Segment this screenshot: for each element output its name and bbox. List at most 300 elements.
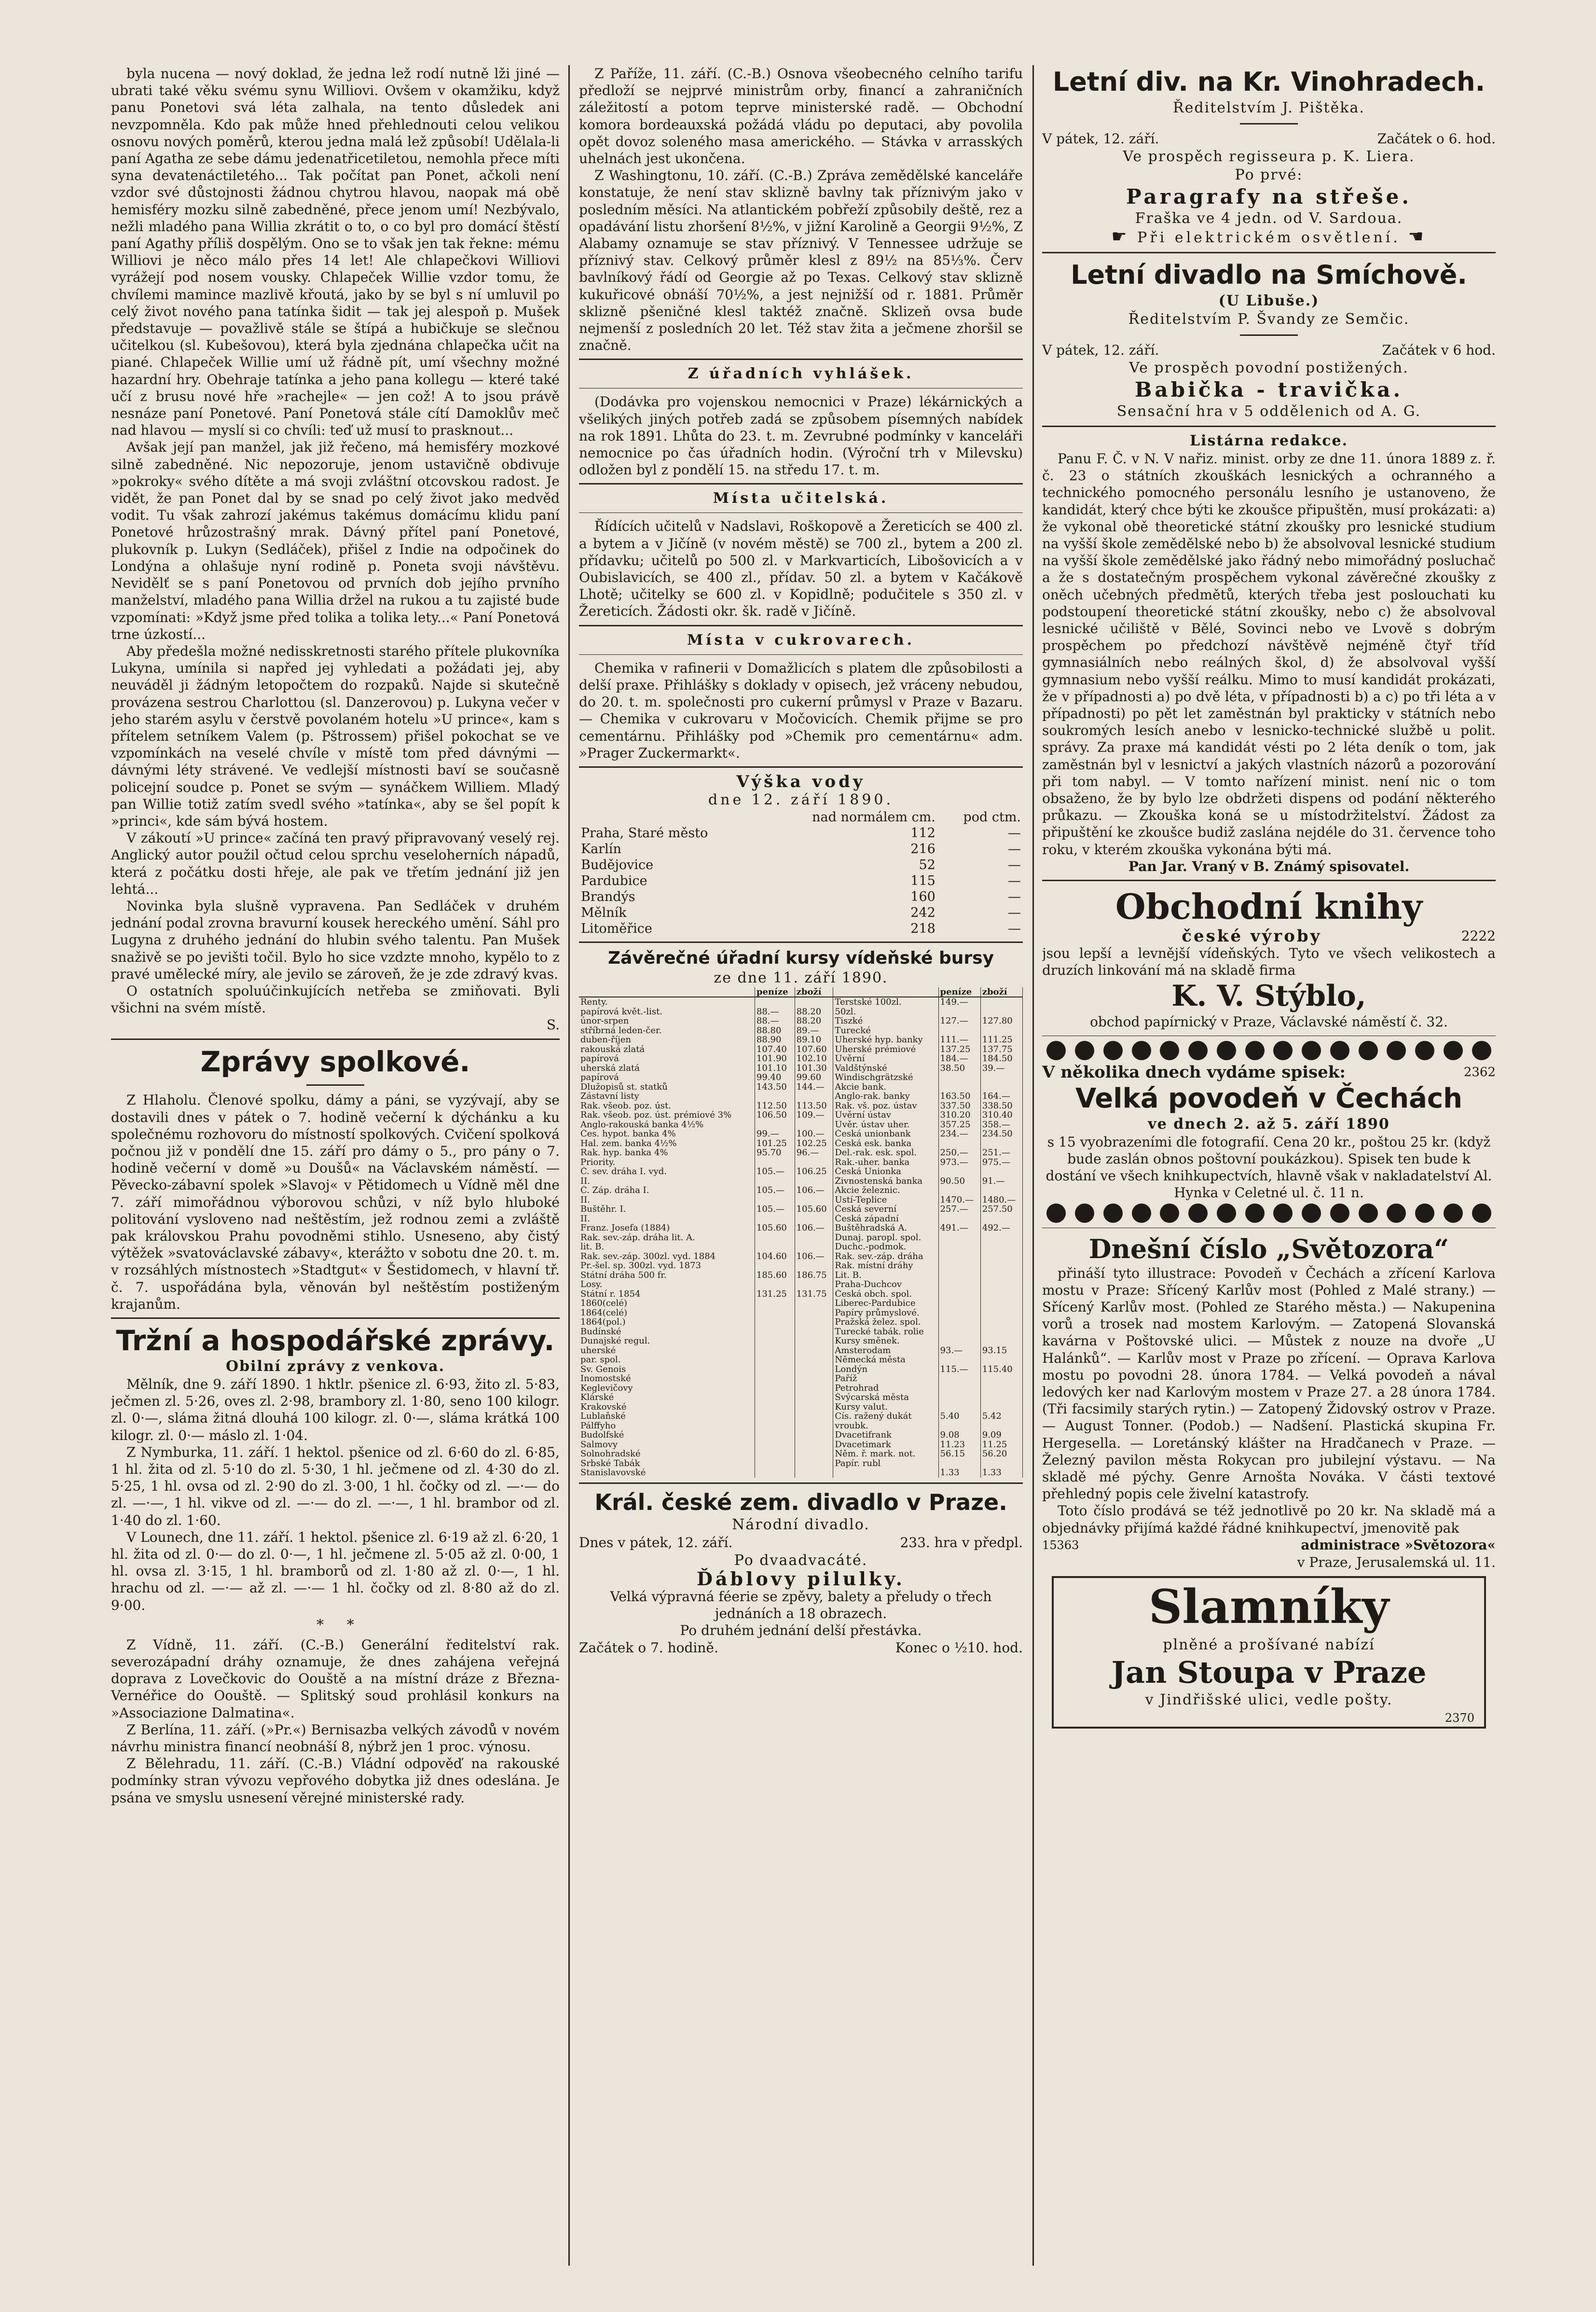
burse-cell [938, 1336, 980, 1346]
table-row [579, 1092, 1023, 1101]
burse-cell [795, 1195, 833, 1205]
theatre-play: Ďáblovy pilulky. [696, 1567, 906, 1590]
burse-cell [795, 1261, 833, 1271]
burse-cell [938, 1374, 980, 1384]
burse-cell: Salmovy [579, 1440, 755, 1450]
burse-cell: vroubk. [833, 1421, 938, 1431]
table-row [579, 1430, 1023, 1440]
burse-cell: Ústí-Teplice [833, 1195, 938, 1205]
burse-cell: 149.— [938, 997, 980, 1007]
burse-cell: Sv. Genois [579, 1365, 755, 1374]
burse-cell: Něm. ř. mark. not. [833, 1449, 938, 1459]
pointing-hand-icon: ☛ [1111, 227, 1130, 247]
table-row [579, 1016, 1023, 1026]
burse-cell: 38.50 [938, 1064, 980, 1073]
burse-cell: Česká unionbank [833, 1129, 938, 1139]
smichov-start: Začátek v 6 hod. [1382, 342, 1496, 358]
ad-border-rings [1042, 1204, 1496, 1223]
paragraph: O ostatních spoluúčinkujících netřeba se zmiňovati. Byli všichni na svém místě. [111, 983, 560, 1016]
smichov-theatre-title: Letní divadlo na Smíchově. [1071, 260, 1467, 290]
burse-cell [938, 1280, 980, 1289]
water-cell: — [1008, 905, 1021, 920]
table-row [579, 1035, 1023, 1045]
burse-cell: Státní r. 1854 [579, 1289, 755, 1299]
burse-cell: uherská zlatá [579, 1064, 755, 1073]
burse-cell: 1.33 [980, 1468, 1022, 1478]
ad-styblo-addr: obchod papírnický v Praze, Václavské náměstí č. 32. [1090, 1014, 1448, 1030]
table-row [579, 1365, 1023, 1374]
table-row [579, 1026, 1023, 1036]
burse-cell: 975.— [980, 1158, 1022, 1167]
paragraph: Mělník, dne 9. září 1890. 1 hktlr. pšenice zl. 6·93, žito zl. 5·83, ječmen zl. 5·26, oves zl. 2·98, brambory zl. 1·80, seno 100 kilogr. zl. 0·—, sláma žitná dlouhá 100 kilogr. zl. 0·—, sláma krátká 100 kilogr. zl. 0·— máslo zl. 1·04. [111, 1376, 560, 1443]
theatre-review [111, 65, 560, 1016]
water-cell: Pardubice [581, 873, 647, 888]
burse-cell [938, 1261, 980, 1271]
burse-cell: Rak. místní dráhy [833, 1261, 938, 1271]
burse-cell: 106.— [795, 1223, 833, 1233]
burse-cell: 101.10 [755, 1064, 795, 1073]
burse-cell: Cís. ražený dukát [833, 1412, 938, 1421]
table-row [579, 1120, 1023, 1130]
table-row [579, 1110, 1023, 1120]
theatre-date: Dnes v pátek, 12. září. [579, 1534, 733, 1551]
burse-cell: 93.— [938, 1346, 980, 1356]
burse-cell: duben-říjen [579, 1035, 755, 1045]
burse-cell [938, 1393, 980, 1402]
burse-cell [938, 1308, 980, 1318]
burse-cell [755, 1092, 795, 1101]
ad-slamniky-title: Slamníky [1148, 1579, 1390, 1634]
burse-cell: 251.— [980, 1148, 1022, 1158]
burse-cell [795, 1430, 833, 1440]
burse-cell: Lit. B. [833, 1271, 938, 1280]
column-rule [568, 65, 570, 2266]
burse-cell: 5.40 [938, 1412, 980, 1421]
burse-cell: Klárské [579, 1393, 755, 1402]
foreign-telegrams [579, 65, 1023, 354]
burse-cell: 186.75 [795, 1271, 833, 1280]
theatre-count: Po dvaadvacáté. [734, 1551, 868, 1569]
burse-cell [755, 1317, 795, 1327]
table-row [579, 1346, 1023, 1356]
burse-cell [833, 1468, 938, 1478]
water-level-title: Výška vody [736, 772, 866, 791]
table-row [579, 1317, 1023, 1327]
burse-cell [980, 1355, 1022, 1365]
water-cell: 242 [910, 905, 936, 920]
listarna-sig: Pan Jar. Vraný v B. Známý spisovatel. [1128, 858, 1410, 874]
burse-cell: 102.10 [795, 1054, 833, 1064]
burse-cell [795, 1355, 833, 1365]
burse-cell: Rak. sev.-záp. dráha [833, 1252, 938, 1261]
review-signature: S. [546, 1017, 560, 1033]
burse-cell [980, 1073, 1022, 1082]
ad-obchodni-text: jsou lepší a levnější vídeňských. Tyto ve všech velikostech a druzích linkování má na skladě firma [1042, 945, 1496, 979]
burse-cell: 143.50 [755, 1082, 795, 1092]
burse-cell: 105.— [755, 1186, 795, 1195]
burse-cell: Franz. Josefa (1884) [579, 1223, 755, 1233]
table-row [579, 857, 1023, 873]
burse-cell [980, 1289, 1022, 1299]
ad-svetozor-text: přináší tyto illustrace: Povodeň v Čechách a zřícení Karlova mostu v Praze: Sřícený Karlův most (Pohled z Malé strany.) — Sřícený Karlův most. (Pohled ze Starého města.) — Nakupenina vorů a trosek nad mostem Karlovým. — Zatopená Slovanská kavárna v Poštovské ulici. — Můstek z nouze na dvoře „U Halánků“. — Karlův most v Praze po zřícení. — Oprava Karlova mostu po povodni 28. února 1784. — Velká povodeň a nával ledových ker nad Karlovým mostem v Praze 27. a 28 února 1784. (Tři facsimily starých rytin.) — Zatopený Židovský ostrov v Praze. — August Tonner. (Podob.) — Nadšení. Plastická skupina Fr. Hergesella. — Loretánský klášter na Hradčanech v Praze. — Železný pavilon města Rokycan pro jubilejní výstavu. — Na skladě mé pýchy. Genre Arnošta Nováka. V části textové přehledný popis cele živelní katastrofy. [1042, 1265, 1496, 1502]
column-rule [1032, 65, 1034, 2266]
burse-cell: Úvěrní [833, 1054, 938, 1064]
sugar-factory-positions: Chemika v rafinerii v Domažlicích s platem dle způsobilosti a delší praxe. Přihlášky s doklady v opisech, jež vráceny nebudou, do 20. t. m. společnosti pro cukerní průmysl v Praze v Bazaru. — Chemika v cukrovaru v Močovicích. Chemik přijme se pro cementárnu. Přihlášky pod »Chemik pro cementárnu« adm. »Prager Zuckermarkt«. [579, 660, 1023, 761]
burse-cell: Hal. zem. banka 4½% [579, 1139, 755, 1149]
burse-cell [795, 1449, 833, 1459]
burse-cell [795, 1384, 833, 1393]
smichov-benefit: Ve prospěch povodní postižených. [1129, 360, 1409, 376]
burse-cell: Rak. sev.-záp. dráha lit. A. [579, 1233, 755, 1243]
burse-cell [795, 1402, 833, 1412]
table-row [579, 1355, 1023, 1365]
ad-svetozor-price: Toto číslo prodává se též jednotlivě po 20 kr. Na skladě má a objednávky přijímá každé řádné knihkupectví, jmenovitě pak [1042, 1503, 1496, 1536]
ad-slamniky-text: plněné a prošívané nabízí [1163, 1636, 1375, 1653]
burse-cell: Praha-Duchcov [833, 1280, 938, 1289]
burse-cell [980, 1242, 1022, 1252]
burse-cell: 39.— [980, 1064, 1022, 1073]
burse-cell [755, 1158, 795, 1167]
burse-cell [795, 1412, 833, 1421]
paragraph: Z Nymburka, 11. září. 1 hektol. pšenice od zl. 6·60 do zl. 6·85, 1 hl. žita od zl. 5·10 do zl. 5·30, 1 hl. ječmene od zl. 4·30 do zl. 5·25, 1 hl. ovsa od zl. 2·90 do zl. 3·00, 1 hl. čočky od zl. —·— do zl. —·—, 1 hl. vikve od zl. —·— do zl. —·—, 1 hl. brambor od zl. 1·40 do zl. 1·60. [111, 1444, 560, 1528]
water-cell: Praha, Staré město [581, 825, 708, 841]
burse-cell: 107.40 [755, 1045, 795, 1054]
burse-cell: Budínské [579, 1327, 755, 1337]
burse-cell: 106.— [795, 1186, 833, 1195]
burse-cell [755, 1346, 795, 1356]
ad-obchodni-num: 2222 [1461, 928, 1496, 944]
burse-cell: II. [579, 1195, 755, 1205]
burse-cell: Buštěhr. I. [579, 1204, 755, 1214]
burse-cell: 106.25 [795, 1167, 833, 1177]
burse-cell [938, 1167, 980, 1177]
burse-cell [755, 1195, 795, 1205]
burse-cell: Akcie bank. [833, 1082, 938, 1092]
paragraph: Avšak její pan manžel, jak již řečeno, má hemisféry mozkové silně zabedněné. Nic nepozoruje, jenom ustavičně obdivuje »pokroky« svého dítěte a má svoji zvláštní otcovskou radost. Je vidět, že pan Ponet dal by se snad po celý život jako medvěd vodit. Tu však zahrozí jakémus takémus domácímu klidu paní Ponetové hrůzostrašný mrak. Dávný přítel paní Ponetové, plukovník p. Lukyn (Sedláček), přišel z Indie na odpočinek do Londýna a ohlašuje nyní rodině p. Poneta svoji návštěvu. Nevidělť se s paní Ponetovou od prvních dob jejího prvního manželství, mladého pana Willia držel na rukou a tu zajisté bude vzpomínati: »Když jsme před tolika a tolika lety...« Paní Ponetová trne úzkostí... [111, 439, 560, 642]
table-row [579, 1440, 1023, 1450]
burse-cell [938, 1233, 980, 1243]
ad-svetozor-num: 15363 [1042, 1538, 1079, 1552]
burse-cell: 1.33 [938, 1468, 980, 1478]
burse-cell: Paříž [833, 1374, 938, 1384]
burse-cell: Londýn [833, 1365, 938, 1374]
burse-cell: 106.50 [755, 1110, 795, 1120]
table-row [579, 905, 1023, 921]
burse-cell: 101.30 [795, 1064, 833, 1073]
theatre-perf: 233. hra v předpl. [900, 1534, 1023, 1551]
burse-cell: Česká severní [833, 1204, 938, 1214]
burse-cell: Česká obch. spol. [833, 1289, 938, 1299]
burse-cell: 131.25 [755, 1289, 795, 1299]
burse-cell: Švýcarská města [833, 1393, 938, 1402]
table-row [579, 1308, 1023, 1318]
burse-cell [755, 1365, 795, 1374]
burse-cell: 88.— [755, 1007, 795, 1017]
burse-cell: Č. Záp. dráha I. [579, 1186, 755, 1195]
burse-cell: 90.50 [938, 1177, 980, 1186]
burse-cell [980, 1421, 1022, 1431]
burse-cell [980, 1317, 1022, 1327]
water-head-cell [579, 809, 761, 825]
burse-cell: 56.20 [980, 1449, 1022, 1459]
burse-cell: 127.— [938, 1016, 980, 1026]
burse-cell: Petrohrad [833, 1384, 938, 1393]
burse-cell [755, 1308, 795, 1318]
pointing-hand-icon: ☚ [1408, 227, 1427, 247]
club-news [111, 1092, 560, 1313]
burse-cell: Duchc.-podmok. [833, 1242, 938, 1252]
smichov-director: Ředitelstvím P. Švandy ze Semčic. [1128, 311, 1410, 328]
burse-cell [938, 1186, 980, 1195]
table-row [579, 997, 1023, 1007]
burse-cell [938, 1327, 980, 1337]
table-row [579, 873, 1023, 889]
table-row [579, 1299, 1023, 1308]
paragraph: Z Berlína, 11. září. (»Pr.«) Bernisazba velkých závodů v novém návrhu ministra financí neobnáší 8, nýbrž jen 1 proc. výnosu. [111, 1721, 560, 1755]
burse-cell: Rak. sev.-záp. 300zl. vyd. 1884 [579, 1252, 755, 1261]
water-cell: — [1008, 889, 1021, 904]
table-row [579, 1148, 1023, 1158]
table-row [579, 1186, 1023, 1195]
burse-cell: 111.25 [980, 1035, 1022, 1045]
burse-cell [980, 1252, 1022, 1261]
burse-cell: 88.80 [755, 1026, 795, 1036]
water-cell: — [1008, 873, 1021, 888]
table-row [579, 841, 1023, 857]
burse-cell [755, 1402, 795, 1412]
table-row [579, 1412, 1023, 1421]
burse-cell [755, 1384, 795, 1393]
divider [579, 483, 1023, 485]
burse-cell [755, 1242, 795, 1252]
burse-cell [795, 1374, 833, 1384]
burse-cell: Dvacetifrank [833, 1430, 938, 1440]
theatre-desc: Velká výpravná féerie se zpěvy, balety a přeludy o třech jednáních a 18 obrazech. [610, 1588, 992, 1622]
teacher-positions: Řídících učitelů v Nadslavi, Roškopově a Žereticích se 400 zl. a bytem a v Jičíně (v novém městě) se 700 zl., bytem a 200 zl. přídavku; učitelů po 500 zl. v Markvarticích, Libošovicích a v Oubislavicích, se 400 zl., přídav. 50 zl. a bytem v Kačákově Lhotě; učitelky se 600 zl. v Kopidlně; podučitele s 350 zl. v Žereticích. Žádosti okr. šk. radě v Jičíně. [579, 518, 1023, 620]
listarna-text: Panu F. Č. v N. V nařiz. minist. orby ze dne 11. února 1889 z. ř. č. 23 o státních zkouškách lesnických a ochranného a technického pomocného personálu lesního je ustanoveno, že kandidát, který chce býti ke zkoušce připuštěn, musí prokázati: a) že vykonal obě theoretické státní zkoušky pro lesnické studium na vyšší škole zemědělské nebo b) že absolvoval lesnické studium na vyšší škole zemědělské jako řádný nebo mimořádný posluchač a že s dostatečným prospěchem vykonal závěrečné zkoušky z oněch učebných předmětů, kterých třeba jest poslouchati ku podstoupení theoretické státní zkoušky, nebo c) že absolvoval lesnické učiliště v Bělé, Sovinci nebo ve Lvově s dobrým prospěchem po předchozí návštěvě nejméně čtyř tříd gymnasiálních nebo reálných škol, d) že absolvoval vyšší gymnasium nebo vyšší reálku. Mimo to musí kandidát prokázati, že v případnosti a) po dvě léta, v případnosti b) a c) po tři léta a v případnosti) po pět let zaměstnán byl prakticky v státních nebo soukromých lesích anebo v lesnicko-technické službě u polit. správy. Za praxe má kandidát vésti po 2 léta deník o tom, jak zaměstnán byl v lesnictví a jakých vlastních názorů a pozorování při tom nabyl. — V tomto nařízení minist. není nic o tom obsaženo, že by bylo lze obdržeti dispens od podání některého průkazu. — Zkouška koná se u místodržitelství. Žádost za připuštění ke zkoušce budiž zaslána nejdéle do 31. července toho roku, v kterém zkouška vykonána býti má. [1042, 451, 1496, 858]
burse-cell: Rak. hyp. banka 4% [579, 1148, 755, 1158]
burse-cell: Čes. hypot. banka 4% [579, 1129, 755, 1139]
burse-cell: Pr.-šel. sp. 300zl. vyd. 1873 [579, 1261, 755, 1271]
burse-cell: 105.60 [795, 1204, 833, 1214]
theatre-title: Král. české zem. divadlo v Praze. [594, 1489, 1007, 1515]
divider [111, 1317, 560, 1319]
section-title-trzni: Tržní a hospodářské zprávy. [116, 1324, 555, 1357]
burse-cell [795, 1346, 833, 1356]
burse-cell: Zástavní listy [579, 1092, 755, 1101]
vinohrady-play: Paragrafy na střeše. [1126, 185, 1412, 208]
burse-cell [938, 1317, 980, 1327]
burse-cell [938, 1242, 980, 1252]
water-cell: — [1008, 841, 1021, 857]
burse-cell [938, 1355, 980, 1365]
burse-cell: Del.-rak. esk. spol. [833, 1148, 938, 1158]
burse-cell [755, 1177, 795, 1186]
burse-cell [980, 1299, 1022, 1308]
burse-cell: rakouská zlatá [579, 1045, 755, 1054]
burse-cell: Kursy valut. [833, 1402, 938, 1412]
burse-cell: 357.25 [938, 1120, 980, 1130]
paragraph: V Lounech, dne 11. září. 1 hektol. pšenice zl. 6·19 až zl. 6·20, 1 hl. žita od zl. 0·— do zl. 0·—, 1 hl. ječmene zl. 5·05 až zl. 0·00, 1 hl. ovsa zl. 3·15, 1 hl. bramborů od zl. 1·80 až zl. 0·—, 1 hl. hrachu od zl. —·— až zl. —·— 1 hl. čočky od zl. 8·80 až do zl. 9·00. [111, 1529, 560, 1613]
table-row [579, 1223, 1023, 1233]
table-row [579, 1449, 1023, 1459]
ad-spisek-text: s 15 vyobrazeními dle fotografií. Cena 20 kr., poštou 25 kr. (když bude zaslán obnos poštovní poukázkou). Spisek ten bude k dostání ve všech knihkupectvích, hlavně však v nakladatelství Al. Hynka v Celetné ul. č. 11 n. [1046, 1134, 1492, 1201]
burse-cell: Česká Unionka [833, 1167, 938, 1177]
burse-cell [795, 1092, 833, 1101]
burse-cell: Buštěhradská A. [833, 1223, 938, 1233]
subsection-obilni: Obilní zprávy z venkova. [225, 1358, 445, 1375]
column-3 [1042, 65, 1496, 2285]
burse-cell: 492.— [980, 1223, 1022, 1233]
water-cell: 160 [910, 889, 936, 904]
burse-cell: Rak. všeob. poz. úst. [579, 1101, 755, 1111]
burse-cell [755, 1299, 795, 1308]
table-row [579, 1054, 1023, 1064]
burse-cell: 163.50 [938, 1092, 980, 1101]
burse-cell [938, 1384, 980, 1393]
burse-cell: papírová květ.-list. [579, 1007, 755, 1017]
burse-cell: 88.— [755, 1016, 795, 1026]
burse-cell [755, 1374, 795, 1384]
burse-cell [980, 1007, 1022, 1017]
table-row [579, 1045, 1023, 1054]
theatre-note: Po druhém jednání delší přestávka. [680, 1622, 922, 1639]
burse-cell [755, 1440, 795, 1450]
burse-cell: Tiszké [833, 1016, 938, 1026]
burse-cell [795, 1177, 833, 1186]
burse-cell: Dvacetimark [833, 1440, 938, 1450]
burse-cell [938, 1026, 980, 1036]
burse-cell [755, 1261, 795, 1271]
table-row [579, 825, 1023, 841]
ad-spisek-intro: V několika dnech vydáme spisek: [1042, 1062, 1346, 1082]
water-cell: 218 [910, 921, 936, 936]
burse-cell [980, 1374, 1022, 1384]
burse-cell: Anglo-rakouská banka 4½% [579, 1120, 755, 1130]
burse-cell: 184.50 [980, 1054, 1022, 1064]
table-row [579, 1064, 1023, 1073]
burse-cell: 338.50 [980, 1101, 1022, 1111]
burse-cell: 115.— [938, 1365, 980, 1374]
burse-cell [755, 1327, 795, 1337]
burse-cell: Anglo-rak. banky [833, 1092, 938, 1101]
table-row [579, 1393, 1023, 1402]
column-2 [579, 65, 1023, 2285]
burse-cell [795, 997, 833, 1007]
burse-cell [795, 1242, 833, 1252]
burse-cell: 107.60 [795, 1045, 833, 1054]
burse-cell: Česká západní [833, 1214, 938, 1224]
burse-cell: 9.09 [980, 1430, 1022, 1440]
burse-head-cell: zboží [980, 987, 1022, 997]
burse-cell: Dunaj. paropl. spol. [833, 1233, 938, 1243]
burse-cell: uherské [579, 1346, 755, 1356]
burse-cell: 164.— [980, 1092, 1022, 1101]
ad-slamniky-box [1052, 1576, 1486, 1729]
burse-cell: 137.25 [938, 1045, 980, 1054]
burse-cell [938, 1421, 980, 1431]
burse-cell [980, 1139, 1022, 1149]
burse-cell: 250.— [938, 1148, 980, 1158]
divider [579, 766, 1023, 768]
burse-cell: Inomostské [579, 1374, 755, 1384]
burse-cell [938, 1073, 980, 1082]
burse-cell [795, 1336, 833, 1346]
burse-cell: Lublaňské [579, 1412, 755, 1421]
burse-cell: Rak. vš. poz. ústav [833, 1101, 938, 1111]
burse-cell [980, 1082, 1022, 1092]
section-title-cukrovar: Místa v cukrovarech. [687, 631, 915, 649]
table-row [579, 1195, 1023, 1205]
burse-cell: 144.— [795, 1082, 833, 1092]
burse-cell: 56.15 [938, 1449, 980, 1459]
burse-cell: 491.— [938, 1223, 980, 1233]
table-row [579, 1242, 1023, 1252]
table-row [579, 1261, 1023, 1271]
ad-svetozor-title: Dnešní číslo „Světozora“ [1088, 1233, 1449, 1264]
burse-cell [980, 1327, 1022, 1337]
burse-cell: 11.25 [980, 1440, 1022, 1450]
burse-cell: 973.— [938, 1158, 980, 1167]
burse-cell: 91.— [980, 1177, 1022, 1186]
burse-head-cell: peníze [938, 987, 980, 997]
burse-cell: 1864(celé) [579, 1308, 755, 1318]
burse-cell: lit. B. [579, 1242, 755, 1252]
ad-stoupa-name: Jan Stoupa v Praze [1111, 1654, 1427, 1690]
water-cell: Brandýs [581, 889, 635, 904]
burse-cell [980, 1384, 1022, 1393]
water-level-date: dne 12. září 1890. [708, 791, 894, 808]
ad-border-rings [1042, 1041, 1496, 1060]
burse-cell [980, 1233, 1022, 1243]
burse-cell [795, 1421, 833, 1431]
burse-cell: Krakovské [579, 1402, 755, 1412]
table-row [579, 1402, 1023, 1412]
burse-cell [755, 1430, 795, 1440]
burse-cell: Státní dráha 500 fr. [579, 1271, 755, 1280]
burse-cell: 257.— [938, 1204, 980, 1214]
burse-cell: II. [579, 1214, 755, 1224]
ad-spisek-date: ve dnech 2. až 5. září 1890 [1148, 1115, 1390, 1133]
smichov-play: Babička - travička. [1134, 378, 1403, 401]
burse-cell: Liberec-Pardubice [833, 1299, 938, 1308]
table-row [579, 1271, 1023, 1280]
burse-cell [755, 1468, 795, 1478]
paragraph: Z Hlaholu. Členové spolku, dámy a páni, se vyzývají, aby se dostavili dnes v pátek o 7. hodině večerní k dýchánku a ku společnému rozhovoru do místností spolkových. Cvičení spolková počnou již v pondělí dne 15. září pro dámy o 5., pro pány o 7. hodině večerní v domě »u Doušů« na Václavském náměstí. — Pěvecko-zábavní spolek »Slavoj« v Pětidomech u Vídně měl dne 7. září mimořádnou výborovou schůzi, v níž bylo hluboké politování vysloveno nad neštěstím, jež rodnou zemi a zvláště pak královskou Prahu povodněmi stihlo. Usneseno, aby čistý výtěžek »svatováclavské zábavy«, kterážto v sobotu dne 20. t. m. v rozsáhlých místnostech »Stadtgut« v Šestidomech, v hlavní tř. č. 7. uspořádána byla, věnován byl neštěstím postiženým krajanům. [111, 1092, 560, 1312]
burse-cell [938, 1007, 980, 1017]
paragraph: Aby předešla možné nedisskretnosti starého přítele plukovníka Lukyna, umínila si napřed jej vyhledati a požádati jej, aby neuváděl ji žádným letopočtem do rozpaků. Najde si skutečně provázena sestrou Charlottou (sl. Danzerovou) p. Lukyna večer v jeho starém asylu v čerstvě povolaném hotelu »U prince«, kam s přítelem setníkem Valem (p. Pštrossem) přišel pokochat se ve vzpomínkách na veselé chvíle v místě tom před dávnými — dávnými léty strávené. Ve vedlejší místnosti baví se současně policejní soudce p. Ponet se svým — synáčkem Williem. Mladý pan Willie totiž zatím svedl svého »tatínka«, aby se šel popít k »princi«, kde sám bývá hostem. [111, 643, 560, 829]
burse-cell: 112.50 [755, 1101, 795, 1111]
burse-cell: Akcie železnic. [833, 1186, 938, 1195]
burse-cell [938, 1459, 980, 1468]
vinohrady-director: Ředitelstvím J. Pištěka. [1173, 99, 1365, 116]
burse-cell: 127.80 [980, 1016, 1022, 1026]
divider [1042, 252, 1496, 253]
burse-cell: 337.50 [938, 1101, 980, 1111]
divider [579, 941, 1023, 943]
ad-obchodni-sub: české výroby [1182, 927, 1322, 946]
burse-cell: 105.60 [755, 1223, 795, 1233]
burse-cell: 5.42 [980, 1412, 1022, 1421]
table-row [579, 1384, 1023, 1393]
burse-cell: Budolfské [579, 1430, 755, 1440]
burse-cell [755, 1336, 795, 1346]
table-row [579, 1167, 1023, 1177]
burse-cell [755, 1449, 795, 1459]
table-row [579, 1289, 1023, 1299]
divider [579, 1482, 1023, 1484]
burse-cell: Renty. [579, 997, 755, 1007]
